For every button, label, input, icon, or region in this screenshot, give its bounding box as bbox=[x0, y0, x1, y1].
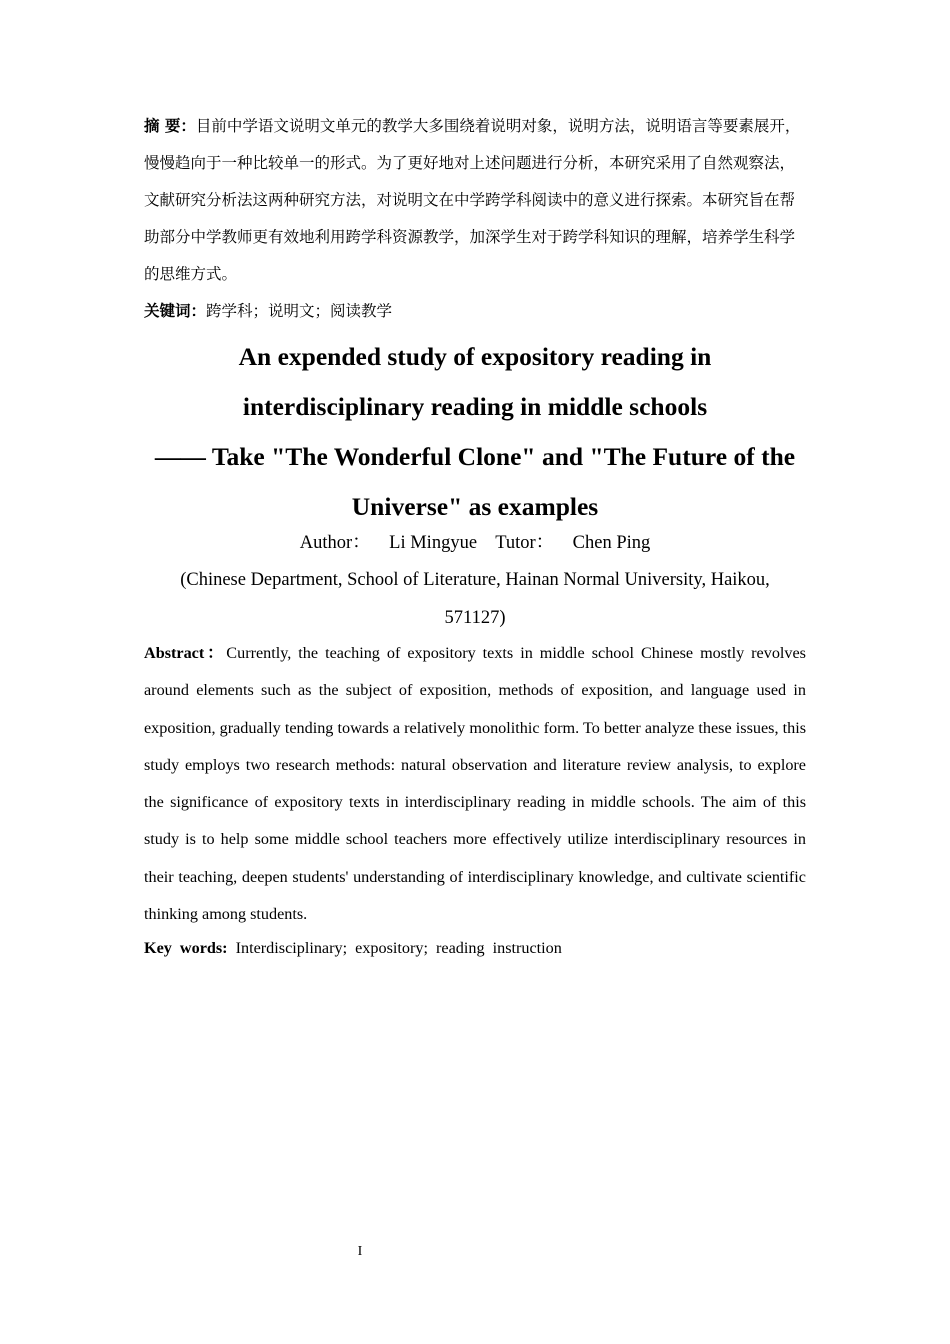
english-keywords-label: Key words: bbox=[144, 939, 228, 957]
chinese-abstract-label: 摘 要： bbox=[144, 117, 196, 135]
page-number: I bbox=[357, 1244, 363, 1259]
english-abstract-label: Abstract： bbox=[144, 644, 227, 662]
chinese-keywords bbox=[144, 293, 806, 330]
chinese-keywords-text: 跨学科；说明文；阅读教学 bbox=[206, 302, 393, 320]
english-keywords-text: Interdisciplinary; expository; reading instruction bbox=[235, 939, 562, 957]
affiliation-line: 571127) bbox=[444, 607, 506, 628]
affiliation bbox=[144, 562, 806, 637]
affiliation-line: (Chinese Department, School of Literature, Hainan Normal University, Haikou, bbox=[180, 570, 770, 590]
english-abstract-text: Currently, the teaching of expository texts in middle school Chinese mostly revolves around elements such as the subject of exposition, methods of exposition, and language used in exposition, gradually tending towards a relatively monolithic form. To better analyze these issues, this study employs two research methods: natural observation and literature review analysis, to explore the significance of expository texts in interdisciplinary reading in middle schools. The aim of this study is to help some middle school teachers more effectively utilize interdisciplinary resources in their teaching, deepen students' understanding of interdisciplinary knowledge, and cultivate scientific thinking among students. bbox=[144, 644, 806, 924]
author-line: Author： Li Mingyue Tutor： Chen Ping bbox=[299, 533, 651, 553]
english-title-line: An expended study of expository reading in bbox=[238, 342, 712, 371]
chinese-abstract bbox=[144, 108, 806, 293]
english-title-line: —— Take "The Wonderful Clone" and "The Future of the bbox=[154, 442, 796, 471]
chinese-keywords-label: 关键词： bbox=[144, 302, 207, 320]
english-abstract bbox=[144, 635, 806, 933]
english-title bbox=[144, 332, 806, 532]
chinese-abstract-text: 目前中学语文说明文单元的教学大多围绕着说明对象，说明方法，说明语言等要素展开，慢慢趋向于一种比较单一的形式。为了更好地对上述问题进行分析，本研究采用了自然观察法，文献研究分析法这两种研究方法，对说明文在中学跨学科阅读中的意义进行探索。本研究旨在帮助部分中学教师更有效地利用跨学科资源教学，加深学生对于跨学科知识的理解，培养学生科学的思维方式。 bbox=[144, 117, 801, 283]
english-title-line: Universe" as examples bbox=[351, 492, 599, 521]
english-title-line: interdisciplinary reading in middle schools bbox=[242, 392, 708, 421]
english-keywords bbox=[144, 930, 806, 967]
